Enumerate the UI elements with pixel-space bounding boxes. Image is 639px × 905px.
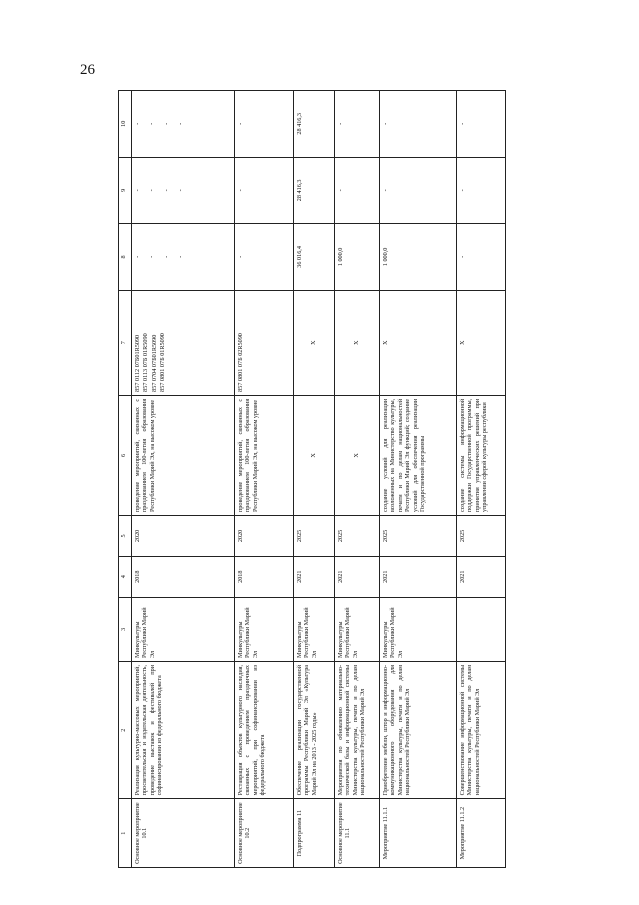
amount-value: - bbox=[134, 122, 141, 125]
budget-codes bbox=[235, 290, 294, 395]
amount-cell bbox=[132, 224, 235, 291]
budget-code: 857 0704 07Б01R5090 bbox=[150, 334, 158, 392]
expected-result: создание системы информационной поддержки Государственной программы, принятия управленческих решений при управлении сферой культуры республики bbox=[457, 395, 506, 515]
end-year: 2025 bbox=[294, 516, 335, 557]
item-code: Основное мероприятие 11.1 bbox=[335, 799, 380, 868]
table-row bbox=[235, 91, 294, 868]
rotated-table-area bbox=[118, 90, 552, 868]
budget-code: Х bbox=[294, 290, 335, 395]
end-year: 2020 bbox=[235, 516, 294, 557]
column-header: 2 bbox=[119, 661, 132, 798]
expected-result: Х bbox=[335, 395, 380, 515]
item-code: Подпрограмма 11 bbox=[294, 799, 335, 868]
amount-cell: 1 000,0 bbox=[380, 224, 457, 291]
amount-value: - bbox=[162, 189, 170, 192]
item-title: Приобретение мебели, штор и информационно-коммуникационного оборудования для Министерства культуры, печати и по делам национальностей Республики Марий Эл bbox=[380, 661, 457, 798]
end-year: 2025 bbox=[380, 516, 457, 557]
amount-value: - bbox=[148, 255, 156, 258]
start-year: 2018 bbox=[132, 556, 235, 597]
amount-cell: - bbox=[235, 224, 294, 291]
amount-value: - bbox=[134, 189, 141, 192]
responsible-executor: Минкультуры Республики Марий Эл bbox=[380, 597, 457, 661]
column-header: 5 bbox=[119, 516, 132, 557]
amount-cell: - bbox=[235, 157, 294, 224]
item-code: Основное мероприятие 10.1 bbox=[132, 799, 235, 868]
amount-value: - bbox=[177, 189, 185, 192]
table-row bbox=[457, 91, 506, 868]
budget-codes bbox=[132, 290, 235, 395]
budget-code: 857 0112 07Б01R5090 bbox=[134, 334, 141, 392]
budget-code: 857 0801 07Б 02R5090 bbox=[237, 333, 244, 392]
column-header: 1 bbox=[119, 799, 132, 868]
column-header: 8 bbox=[119, 224, 132, 291]
item-title: Реставрация объектов культурного наследия, связанных с проведением праздничных мероприятий, при софинансировании из федерального бюджета bbox=[235, 661, 294, 798]
column-header: 7 bbox=[119, 290, 132, 395]
amount-value: - bbox=[177, 122, 185, 125]
budget-code: Х bbox=[335, 290, 380, 395]
start-year: 2021 bbox=[335, 556, 380, 597]
table-row bbox=[380, 91, 457, 868]
item-code: Основное мероприятие 10.2 bbox=[235, 799, 294, 868]
item-title: Обеспечение реализации государственной программы Республики Марий Эл «Культура Марий Эл на 2013 - 2025 годы» bbox=[294, 661, 335, 798]
item-code: Мероприятие 11.1.2 bbox=[457, 799, 506, 868]
amount-cell: - bbox=[235, 91, 294, 158]
page-number: 26 bbox=[80, 62, 95, 78]
column-header: 4 bbox=[119, 556, 132, 597]
expected-result: Х bbox=[294, 395, 335, 515]
amount-cell: 28 416,3 bbox=[294, 157, 335, 224]
responsible-executor: Минкультуры Республики Марий Эл bbox=[235, 597, 294, 661]
amount-cell: 1 000,0 bbox=[335, 224, 380, 291]
amount-cell: - bbox=[335, 91, 380, 158]
amount-cell: - bbox=[380, 91, 457, 158]
amount-cell: - bbox=[380, 157, 457, 224]
expected-result: создание условий для реализации возложенных на Министерство культуры, печати и по делам национальностей Республики Марий Эл функций; создание условий для обеспечения реализации Государственной программы bbox=[380, 395, 457, 515]
column-header: 6 bbox=[119, 395, 132, 515]
amount-cell: - bbox=[335, 157, 380, 224]
item-title: Мероприятия по обновлению материально-технической базы и информационной системы Министерства культуры, печати и по делам национальностей Республики Марий Эл bbox=[335, 661, 380, 798]
column-header: 3 bbox=[119, 597, 132, 661]
amount-cell: 36 016,4 bbox=[294, 224, 335, 291]
amount-cell: 28 416,3 bbox=[294, 91, 335, 158]
amount-cell bbox=[132, 157, 235, 224]
amount-value: - bbox=[162, 122, 170, 125]
expected-result: проведение мероприятий, связанных с празднованием 100-летия образования Республики Марий Эл, на высоком уровне bbox=[235, 395, 294, 515]
table-row bbox=[335, 91, 380, 868]
budget-code: 857 0801 07Б 01R5090 bbox=[159, 333, 167, 392]
budget-code: Х bbox=[380, 290, 457, 395]
end-year: 2025 bbox=[335, 516, 380, 557]
item-code: Мероприятие 11.1.1 bbox=[380, 799, 457, 868]
amount-value: - bbox=[162, 255, 170, 258]
responsible-executor: Минкультуры Республики Марий Эл bbox=[294, 597, 335, 661]
table-row bbox=[294, 91, 335, 868]
amount-cell bbox=[132, 91, 235, 158]
rotated-table-content bbox=[118, 90, 552, 868]
end-year: 2025 bbox=[457, 516, 506, 557]
program-table bbox=[118, 90, 506, 868]
responsible-executor bbox=[457, 597, 506, 661]
column-number-row bbox=[119, 91, 132, 868]
budget-code: 857 0113 07Б 01R5090 bbox=[142, 333, 150, 392]
amount-value: - bbox=[148, 189, 156, 192]
table-row bbox=[132, 91, 235, 868]
amount-cell: - bbox=[457, 157, 506, 224]
item-title: Совершенствование информационной системы Министерства культуры, печати и по делам национальностей Республики Марий Эл bbox=[457, 661, 506, 798]
amount-value: - bbox=[177, 255, 185, 258]
column-header: 9 bbox=[119, 157, 132, 224]
amount-cell: - bbox=[457, 224, 506, 291]
amount-value: - bbox=[148, 122, 156, 125]
start-year: 2018 bbox=[235, 556, 294, 597]
amount-value: - bbox=[134, 255, 141, 258]
responsible-executor: Минкультуры Республики Марий Эл bbox=[132, 597, 235, 661]
expected-result: проведение мероприятий, связанных с празднованием 100-летия образования Республики Марий Эл, на высоком уровне bbox=[132, 395, 235, 515]
start-year: 2021 bbox=[380, 556, 457, 597]
start-year: 2021 bbox=[457, 556, 506, 597]
end-year: 2020 bbox=[132, 516, 235, 557]
start-year: 2021 bbox=[294, 556, 335, 597]
budget-code: Х bbox=[457, 290, 506, 395]
item-title: Реализация культурно-массовых мероприятий, просветительская и издательская деятельность, проведение выставок и фестивалей при софинансировании из федерального бюджета bbox=[132, 661, 235, 798]
responsible-executor: Минкультуры Республики Марий Эл bbox=[335, 597, 380, 661]
amount-cell: - bbox=[457, 91, 506, 158]
column-header: 10 bbox=[119, 91, 132, 158]
